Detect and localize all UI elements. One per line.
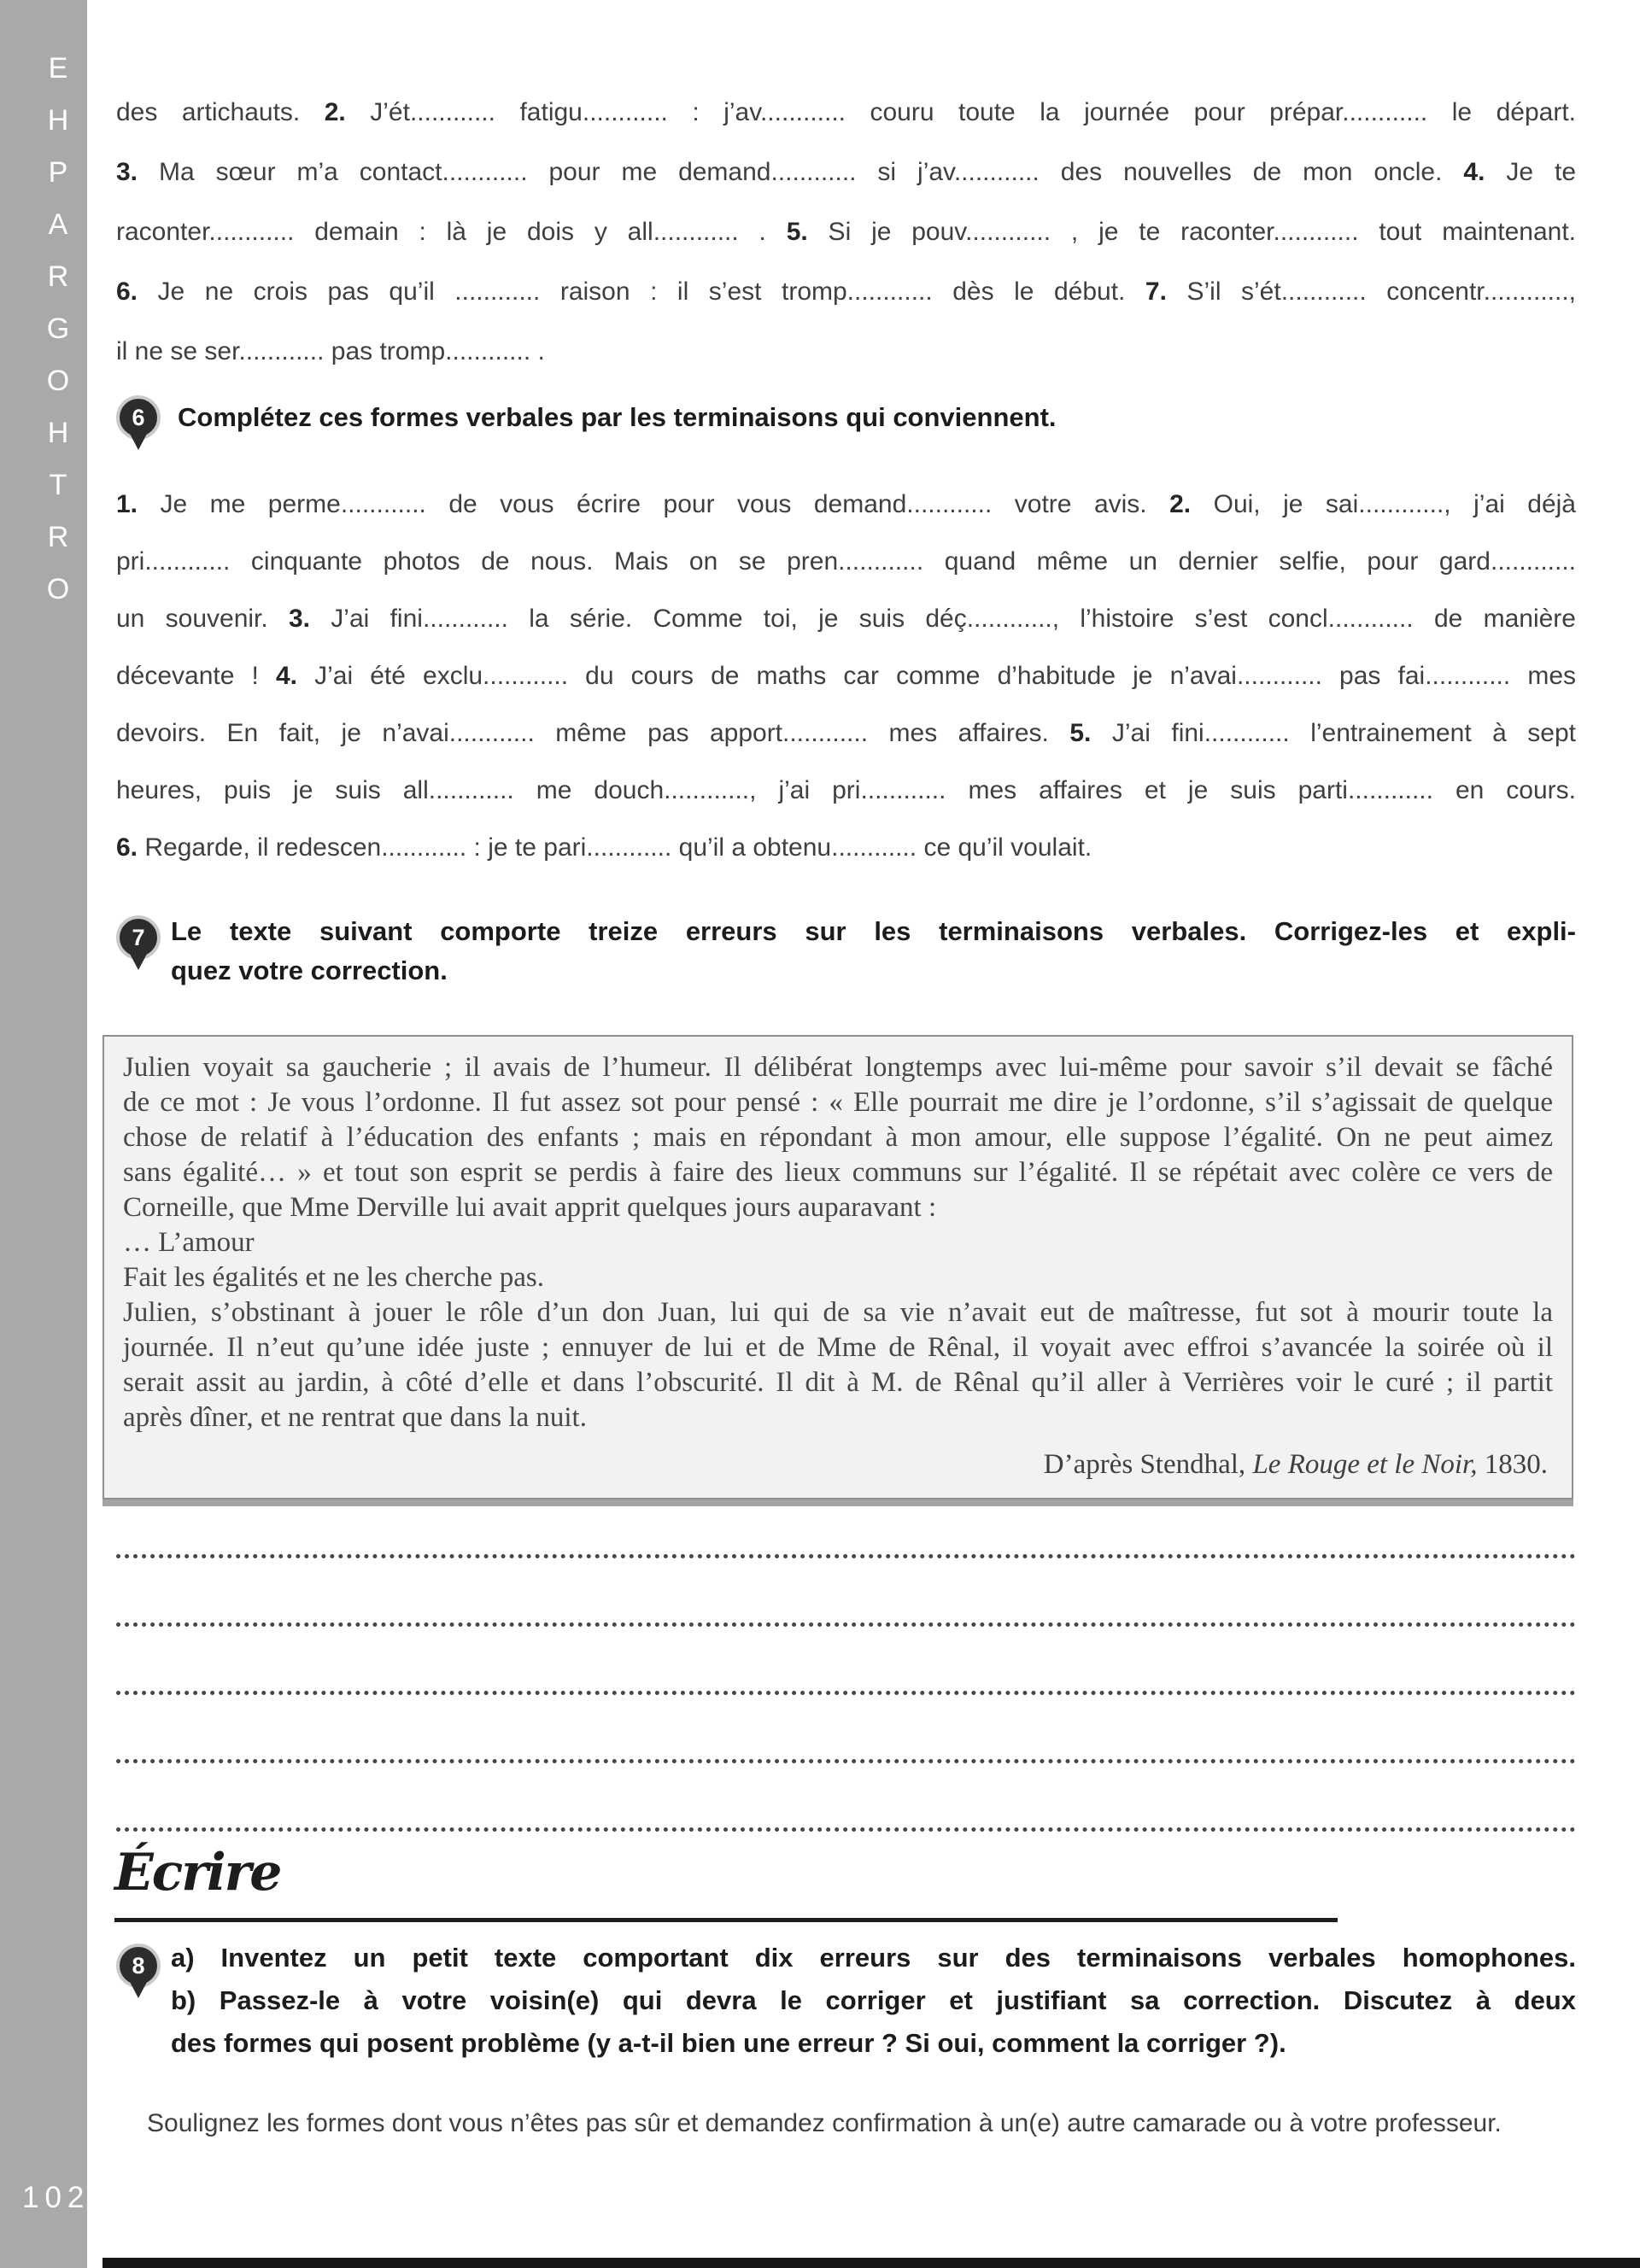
item-number: 2. <box>324 98 346 126</box>
advice-note: Soulignez les formes dont vous n’êtes pas sûr et demandez confirmation à un(e) autre camarade ou à votre professeur. <box>147 2109 1502 2137</box>
page-number: 102 <box>22 2181 91 2214</box>
text-segment: pri............ cinquante photos de nous. Mais on se pren............ quand même un dernier selfie, pour gard............ <box>116 547 1576 576</box>
exercise8-badge <box>116 1944 161 1988</box>
item-number: 5. <box>1069 719 1092 747</box>
excerpt-line: journée. Il n’eut qu’une idée juste ; ennuyer de lui et de Mme de Rênal, il voyait avec effroi s’avancée la soirée où il <box>123 1332 1553 1363</box>
exercise7-header <box>116 912 1576 991</box>
sidebar-letter: H <box>47 417 69 449</box>
attribution-year: 1830. <box>1477 1449 1548 1480</box>
excerpt-line: de ce mot : Je vous l’ordonne. Il fut assez sot pour pensé : « Elle pourrait me dire je l’ordonne, s’il s’agissait de quelque <box>123 1087 1553 1118</box>
text-segment: des artichauts. <box>116 98 325 126</box>
item-number: 6. <box>116 833 138 862</box>
text-segment: Je te <box>1485 158 1577 186</box>
text-segment: devoirs. En fait, je n’avai............ même pas apport............ mes affaires. <box>116 719 1070 747</box>
chapter-sidebar <box>0 0 91 2268</box>
text-line <box>116 590 1576 647</box>
item-number: 1. <box>116 490 138 518</box>
attribution-prefix: D’après Stendhal, <box>1043 1449 1253 1480</box>
excerpt-line: serait assit au jardin, à côté d’elle et dans l’obscurité. Il dit à M. de Rênal qu’il aller à Verrières voir le curé ; il partit <box>123 1367 1553 1398</box>
answer-dotted-line <box>116 1558 1576 1627</box>
exercise6-title: Complétez ces formes verbales par les terminaisons qui conviennent. <box>178 402 1057 432</box>
answer-dotted-line <box>116 1763 1576 1832</box>
answer-lines-area <box>116 1490 1576 1832</box>
exercise8-number: 8 <box>132 1952 145 1979</box>
text-segment: Si je pouv............ , je te raconter............ tout maintenant. <box>807 218 1576 246</box>
sidebar-letter: A <box>48 208 68 241</box>
exercise6-header <box>116 395 1057 440</box>
item-number: 2. <box>1169 490 1192 518</box>
bottom-bar <box>102 2258 1640 2268</box>
exercise6-paragraph <box>116 476 1576 876</box>
sidebar-letter: R <box>47 260 69 293</box>
text-segment: J’ai été exclu............ du cours de maths car comme d’habitude je n’avai............ pas fai............ mes <box>297 662 1577 690</box>
text-line <box>116 819 1576 876</box>
attribution-book-title: Le Rouge et le Noir, <box>1252 1449 1478 1480</box>
exercise6-badge <box>116 395 161 440</box>
text-line <box>116 647 1576 704</box>
item-number: 4. <box>275 662 298 690</box>
item-number: 3. <box>289 605 311 633</box>
sidebar-letter: O <box>46 573 70 605</box>
sidebar-letter: E <box>48 52 68 85</box>
text-line <box>116 322 1576 382</box>
ecrire-rule <box>114 1918 1338 1922</box>
text-segment: il ne se ser............ pas tromp............ . <box>116 337 545 365</box>
sidebar-letter: T <box>49 469 67 501</box>
exercise6-number: 6 <box>132 404 145 430</box>
text-segment: Regarde, il redescen............ : je te pari............ qu’il a obtenu............ ce qu’il voulait. <box>138 833 1092 862</box>
sidebar-vertical-label <box>32 43 84 616</box>
excerpt-text <box>123 1050 1553 1435</box>
answer-dotted-line <box>116 1695 1576 1763</box>
text-segment: Je ne crois pas qu’il ............ raison : il s’est tromp............ dès le début. <box>138 278 1145 306</box>
exercise7-badge <box>116 915 161 960</box>
excerpt-line: sans égalité… » et tout son esprit se perdis à faire des lieux communs sur l’égalité. Il se répétait avec colère ce vers de <box>123 1157 1553 1188</box>
text-segment: S’il s’ét............ concentr............, <box>1166 278 1576 306</box>
text-line <box>116 83 1576 143</box>
answer-dotted-line <box>116 1490 1576 1558</box>
item-number: 7. <box>1145 278 1167 306</box>
item-number: 5. <box>786 218 808 246</box>
text-line <box>116 143 1576 202</box>
exercise8-header <box>116 1937 1576 2065</box>
sidebar-letter: G <box>46 313 70 345</box>
instruction-line: a) Inventez un petit texte comportant dix erreurs sur des terminaisons verbales homophones. <box>171 1943 1576 1973</box>
item-number: 3. <box>116 158 138 186</box>
text-segment: un souvenir. <box>116 605 289 633</box>
excerpt-line: après dîner, et ne rentrat que dans la nuit. <box>123 1402 587 1433</box>
excerpt-line: Fait les égalités et ne les cherche pas. <box>123 1262 544 1293</box>
text-segment: décevante ! <box>116 662 276 690</box>
text-segment: J’ai fini............ la série. Comme toi, je suis déç............, l’histoire s’est concl............ de manière <box>310 605 1576 633</box>
text-line <box>116 704 1576 762</box>
text-line <box>116 762 1576 819</box>
excerpt-line: … L’amour <box>123 1227 255 1258</box>
exercise8-instructions <box>171 1937 1576 2065</box>
text-segment: J’ét............ fatigu............ : j’av............ couru toute la journée pour prépar............ le départ. <box>345 98 1576 126</box>
sidebar-letter: H <box>47 104 69 137</box>
excerpt-line: Corneille, que Mme Derville lui avait apprit quelques jours auparavant : <box>123 1192 937 1223</box>
exercise7-title-line2: quez votre correction. <box>171 956 448 985</box>
sidebar-letter: O <box>46 365 70 397</box>
text-segment: Je me perme............ de vous écrire pour vous demand............ votre avis. <box>138 490 1170 518</box>
text-line <box>116 262 1576 322</box>
text-line <box>116 202 1576 262</box>
excerpt-attribution <box>123 1447 1553 1482</box>
sidebar-letter: R <box>47 521 69 553</box>
text-segment: Oui, je sai............, j’ai déjà <box>1191 490 1576 518</box>
exercise7-number: 7 <box>132 924 145 950</box>
text-segment: raconter............ demain : là je dois y all............ . <box>116 218 787 246</box>
excerpt-line: Julien, s’obstinant à jouer le rôle d’un don Juan, lui qui de sa vie n’avait eut de maîtresse, fut sot à mourir toute la <box>123 1297 1553 1328</box>
answer-dotted-line <box>116 1627 1576 1695</box>
item-number: 6. <box>116 278 138 306</box>
intro-paragraph <box>116 83 1576 382</box>
exercise7-title <box>171 912 1576 991</box>
stendhal-excerpt-box <box>102 1035 1573 1499</box>
text-segment: J’ai fini............ l’entrainement à sept <box>1091 719 1577 747</box>
sidebar-letter: P <box>48 156 68 189</box>
text-line <box>116 533 1576 590</box>
text-line <box>116 476 1576 533</box>
excerpt-line: chose de relatif à l’éducation des enfants ; mais en répondant à mon amour, elle suppose l’égalité. On ne peut aimez <box>123 1122 1553 1153</box>
exercise7-title-line1: Le texte suivant comporte treize erreurs sur les terminaisons verbales. Corrigez-les et expli- <box>171 916 1576 946</box>
item-number: 4. <box>1463 158 1485 186</box>
excerpt-line: Julien voyait sa gaucherie ; il avais de l’humeur. Il délibérat longtemps avec lui-même pour savoir s’il devait se fâché <box>123 1052 1553 1083</box>
instruction-line: des formes qui posent problème (y a-t-il bien une erreur ? Si oui, comment la corriger ?). <box>171 2028 1286 2058</box>
instruction-line: b) Passez-le à votre voisin(e) qui devra le corriger et justifiant sa correction. Discutez à deux <box>171 1985 1576 2015</box>
ecrire-heading: Écrire <box>114 1843 281 1903</box>
text-segment: Ma sœur m’a contact............ pour me demand............ si j’av............ des nouvelles de mon oncle. <box>138 158 1464 186</box>
text-segment: heures, puis je suis all............ me douch............, j’ai pri............ mes affaires et je suis parti............ en cours. <box>116 776 1576 804</box>
